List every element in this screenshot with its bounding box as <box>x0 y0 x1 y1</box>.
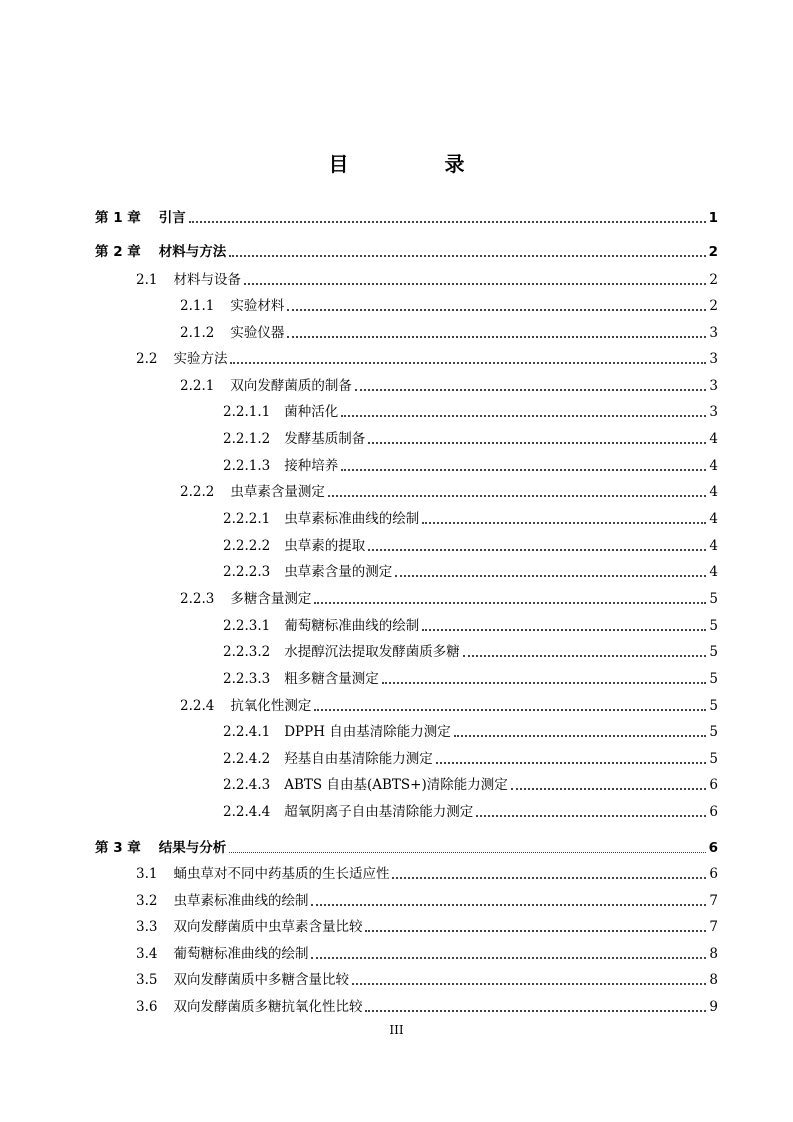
toc-entry-title: 菌种活化 <box>284 404 339 420</box>
toc-entry[interactable] <box>180 589 718 609</box>
toc-entry-page: 2 <box>709 272 718 288</box>
toc-entry[interactable] <box>223 802 718 822</box>
toc-entry[interactable] <box>223 509 718 529</box>
toc-entry-page: 5 <box>709 671 718 687</box>
toc-entry-page: 4 <box>709 564 718 580</box>
page-number: III <box>389 1023 404 1037</box>
toc-entry[interactable] <box>136 997 718 1017</box>
toc-entry-page: 3 <box>709 325 718 341</box>
dot-leader <box>382 676 707 684</box>
toc-entry-page: 7 <box>709 919 718 935</box>
toc-entry-number: 2.2.4.3 <box>223 777 271 793</box>
toc-entry-title: 实验材料 <box>230 298 285 314</box>
dot-leader <box>436 756 707 764</box>
toc-entry-page: 6 <box>709 866 718 882</box>
toc-entry[interactable] <box>136 270 718 290</box>
toc-entry-number: 2.2.4 <box>180 698 215 714</box>
toc-entry[interactable] <box>136 970 718 990</box>
toc-entry[interactable] <box>223 642 718 662</box>
toc-entry-page: 2 <box>708 244 718 260</box>
toc-entry[interactable] <box>180 696 718 716</box>
toc-entry-number: 3.6 <box>136 999 158 1015</box>
dot-leader <box>314 596 706 604</box>
dot-leader <box>244 277 706 285</box>
toc-entry-page: 6 <box>709 777 718 793</box>
toc-entry[interactable] <box>136 864 718 884</box>
toc-entry-page: 8 <box>709 972 718 988</box>
toc-entry-number: 2.2.1.2 <box>223 431 271 447</box>
toc-entry-page: 5 <box>709 591 718 607</box>
dot-leader <box>341 409 706 417</box>
toc-entry-number: 2.2.2.1 <box>223 511 271 527</box>
toc-entry[interactable] <box>136 891 718 911</box>
toc-entry-page: 9 <box>709 999 718 1015</box>
toc-entry[interactable] <box>223 456 718 476</box>
dot-leader <box>422 516 706 524</box>
toc-entry-number: 2.2.3 <box>180 591 215 607</box>
toc-entry-page: 3 <box>709 351 718 367</box>
toc-entry-title: 发酵基质制备 <box>284 431 366 447</box>
dot-leader <box>511 782 707 790</box>
dot-leader <box>368 543 706 551</box>
toc-entry[interactable] <box>223 775 718 795</box>
dot-leader <box>287 303 706 311</box>
dot-leader <box>422 623 706 631</box>
toc-entry-title: 实验仪器 <box>230 325 285 341</box>
toc-entry-number: 2.2.1.1 <box>223 404 271 420</box>
toc-entry-title: 葡萄糖标准曲线的绘制 <box>284 618 420 634</box>
toc-entry-title: 双向发酵菌质中多糖含量比较 <box>173 972 349 988</box>
toc-entry[interactable] <box>95 242 718 262</box>
toc-entry-title: 双向发酵菌质中虫草素含量比较 <box>173 919 363 935</box>
toc-entry-number: 2.2.2.2 <box>223 538 271 554</box>
toc-entry-number: 第 2 章 <box>95 244 141 260</box>
toc-entry-page: 3 <box>709 378 718 394</box>
toc-entry[interactable] <box>95 838 718 858</box>
dot-leader <box>365 1004 706 1012</box>
toc-entry-title: 虫草素含量测定 <box>230 484 325 500</box>
toc-entry-number: 2.2.3.2 <box>223 644 271 660</box>
toc-entry-number: 第 3 章 <box>95 840 141 856</box>
toc-entry-page: 6 <box>708 840 718 856</box>
toc-entry-number: 2.1 <box>136 272 158 288</box>
dot-leader <box>314 703 706 711</box>
toc-entry-number: 2.1.2 <box>180 325 215 341</box>
dot-leader <box>476 809 706 817</box>
toc-entry-number: 3.3 <box>136 919 158 935</box>
toc-entry[interactable] <box>136 944 718 964</box>
dot-leader <box>229 846 705 853</box>
toc-entry-title: 接种培养 <box>284 458 339 474</box>
toc-entry[interactable] <box>223 616 718 636</box>
dot-leader <box>352 977 706 985</box>
toc-entry-title: 材料与设备 <box>173 272 241 288</box>
toc-entry-page: 3 <box>709 404 718 420</box>
toc-entry-page: 8 <box>709 946 718 962</box>
dot-leader <box>463 649 707 657</box>
toc-entry[interactable] <box>180 376 718 396</box>
toc-entry-number: 3.1 <box>136 866 158 882</box>
toc-entry-title: DPPH 自由基清除能力测定 <box>284 724 451 740</box>
toc-entry-page: 7 <box>709 893 718 909</box>
toc-entry-number: 3.2 <box>136 893 158 909</box>
toc-entry-page: 4 <box>709 511 718 527</box>
toc-entry-page: 5 <box>709 751 718 767</box>
toc-entry-title: 双向发酵菌质多糖抗氧化性比较 <box>173 999 363 1015</box>
toc-entry[interactable] <box>223 536 718 556</box>
toc-entry-page: 4 <box>709 538 718 554</box>
toc-entry-page: 5 <box>709 698 718 714</box>
dot-leader <box>189 215 706 223</box>
toc-entry-title: 材料与方法 <box>158 244 227 260</box>
toc-title: 目 录 <box>328 152 503 176</box>
toc-entry-page: 1 <box>708 210 718 226</box>
toc-entry[interactable] <box>223 429 718 449</box>
toc-entry-page: 4 <box>709 458 718 474</box>
toc-entry-title: 粗多糖含量测定 <box>284 671 379 687</box>
toc-entry-title: 葡萄糖标准曲线的绘制 <box>173 946 309 962</box>
toc-entry-page: 4 <box>709 431 718 447</box>
toc-entry-number: 2.2.3.1 <box>223 618 271 634</box>
toc-entry-number: 2.2.4.2 <box>223 751 271 767</box>
dot-leader <box>395 569 706 577</box>
toc-entry[interactable] <box>223 402 718 422</box>
dot-leader <box>454 729 707 737</box>
toc-entry-number: 2.2.3.3 <box>223 671 271 687</box>
toc-entry-page: 5 <box>709 724 718 740</box>
toc-entry-number: 2.2.4.4 <box>223 804 271 820</box>
toc-entry[interactable] <box>223 562 718 582</box>
toc-entry-page: 4 <box>709 484 718 500</box>
toc-entry[interactable] <box>180 323 718 343</box>
toc-entry-number: 2.2.2 <box>180 484 215 500</box>
toc-entry-number: 2.2.2.3 <box>223 564 271 580</box>
toc-entry-title: 虫草素标准曲线的绘制 <box>173 893 309 909</box>
dot-leader <box>287 330 706 338</box>
toc-entry-title: ABTS 自由基(ABTS+)清除能力测定 <box>284 777 508 793</box>
toc-entry-page: 2 <box>709 298 718 314</box>
toc-entry-title: 超氧阴离子自由基清除能力测定 <box>284 804 474 820</box>
dot-leader <box>392 871 706 879</box>
toc-entry[interactable] <box>95 208 718 228</box>
toc-entry[interactable] <box>223 749 718 769</box>
toc-entry-title: 实验方法 <box>173 351 228 367</box>
toc-entry-number: 2.2.4.1 <box>223 724 271 740</box>
toc-entry-number: 2.2 <box>136 351 158 367</box>
dot-leader <box>328 489 707 497</box>
toc-entry-title: 虫草素标准曲线的绘制 <box>284 511 420 527</box>
toc-entry-title: 多糖含量测定 <box>230 591 312 607</box>
dot-leader <box>311 898 706 906</box>
toc-entry-title: 引言 <box>158 210 186 226</box>
dot-leader <box>355 383 707 391</box>
dot-leader <box>368 436 706 444</box>
toc-entry-number: 2.2.1.3 <box>223 458 271 474</box>
toc-entry-number: 2.1.1 <box>180 298 215 314</box>
dot-leader <box>341 463 706 471</box>
toc-entry-page: 5 <box>709 644 718 660</box>
dot-leader <box>365 924 706 932</box>
toc-entry[interactable] <box>223 722 718 742</box>
toc-entry-page: 6 <box>709 804 718 820</box>
toc-entry-title: 虫草素含量的测定 <box>284 564 393 580</box>
dot-leader <box>230 356 706 364</box>
toc-entry[interactable] <box>180 296 718 316</box>
toc-entry-title: 双向发酵菌质的制备 <box>230 378 352 394</box>
dot-leader <box>229 249 705 257</box>
toc-entry-number: 第 1 章 <box>95 210 141 226</box>
toc-entry-title: 蛹虫草对不同中药基质的生长适应性 <box>173 866 390 882</box>
toc-entry[interactable] <box>180 482 718 502</box>
toc-entry-title: 抗氧化性测定 <box>230 698 312 714</box>
toc-entry-number: 3.4 <box>136 946 158 962</box>
toc-entry-title: 虫草素的提取 <box>284 538 366 554</box>
toc-entry[interactable] <box>223 669 718 689</box>
toc-entry-title: 水提醇沉法提取发酵菌质多糖 <box>284 644 460 660</box>
toc-entry-number: 2.2.1 <box>180 378 215 394</box>
toc-entry-page: 5 <box>709 618 718 634</box>
toc-entry-number: 3.5 <box>136 972 158 988</box>
toc-entry-title: 结果与分析 <box>158 840 227 856</box>
toc-entry-title: 羟基自由基清除能力测定 <box>284 751 433 767</box>
toc-entry[interactable] <box>136 917 718 937</box>
toc-entry[interactable] <box>136 349 718 369</box>
dot-leader <box>311 951 706 959</box>
